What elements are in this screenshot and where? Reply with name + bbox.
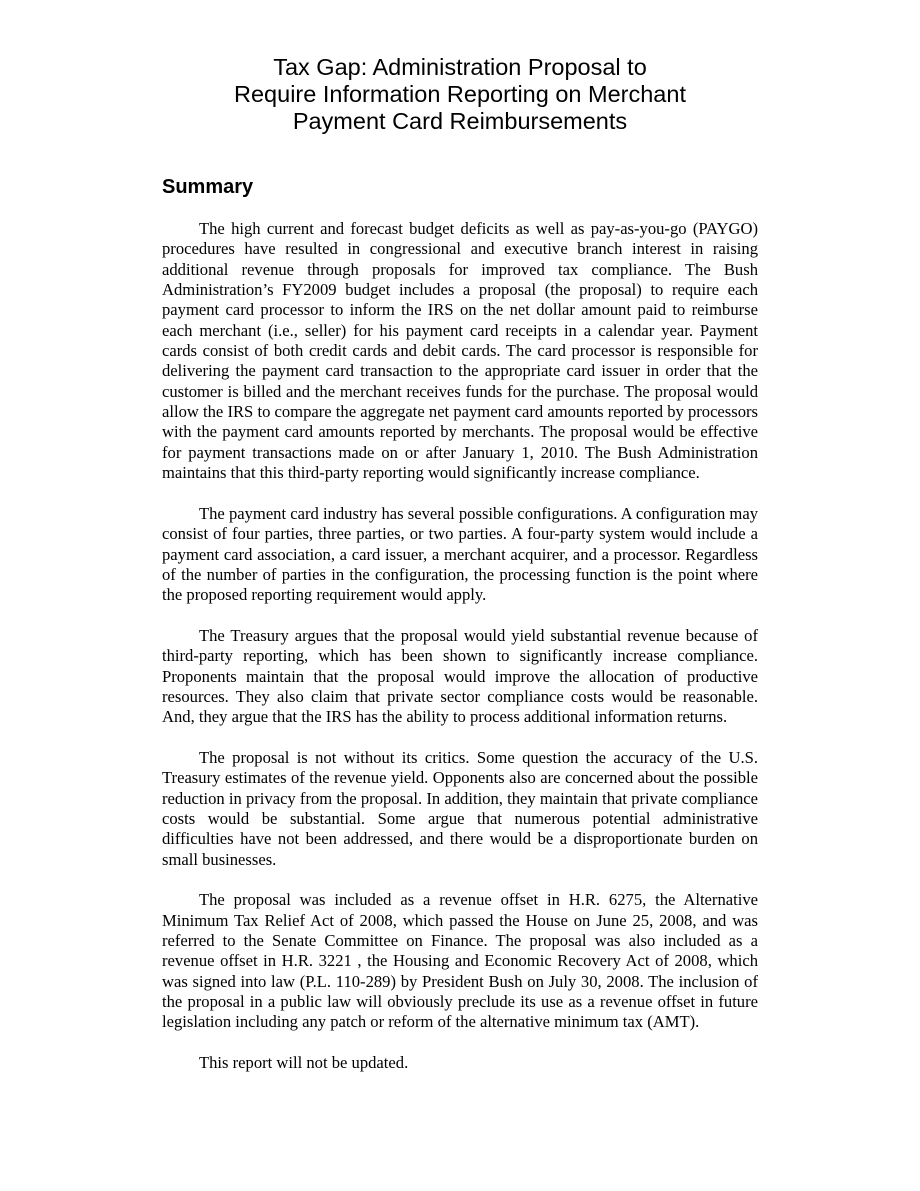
paragraph-4: The proposal is not without its critics. Some question the accuracy of the U.S. Treasury estimates of the revenue yield. Opponents also are concerned about the possible reduction in privacy from the proposal. In addition, they maintain that private compliance costs would be substantial. Some argue that numerous potential administrative difficulties have not been addressed, and there would be a disproportionate burden on small businesses. [162,747,758,869]
paragraph-3: The Treasury argues that the proposal would yield substantial revenue because of third-party reporting, which has been shown to significantly increase compliance. Proponents maintain that the proposal would improve the allocation of productive resources. They also claim that private sector compliance costs would be reasonable. And, they argue that the IRS has the ability to process additional information returns. [162,625,758,727]
title-line-3: Payment Card Reimbursements [292,108,628,134]
title-line-2: Require Information Reporting on Merchant [234,81,686,107]
title-line-1: Tax Gap: Administration Proposal to [273,54,647,80]
summary-heading: Summary [162,176,254,198]
paragraph-2: The payment card industry has several possible configurations. A configuration may consist of four parties, three parties, or two parties. A four-party system would include a payment card association, a card issuer, a merchant acquirer, and a processor. Regardless of the number of parties in the configuration, the processing function is the point where the proposed reporting requirement would apply. [162,503,758,605]
paragraph-5: The proposal was included as a revenue offset in H.R. 6275, the Alternative Minimum Tax Relief Act of 2008, which passed the House on June 25, 2008, and was referred to the Senate Committee on Finance. The proposal was also included as a revenue offset in H.R. 3221 , the Housing and Economic Recovery Act of 2008, which was signed into law (P.L. 110-289) by President Bush on July 30, 2008. The inclusion of the proposal in a public law will obviously preclude its use as a revenue offset in future legislation including any patch or reform of the alternative minimum tax (AMT). [162,890,758,1032]
paragraph-1: The high current and forecast budget deficits as well as pay-as-you-go (PAYGO) procedures have resulted in congressional and executive branch interest in raising additional revenue through proposals for improved tax compliance. The Bush Administration’s FY2009 budget includes a proposal (the proposal) to require each payment card processor to inform the IRS on the net dollar amount paid to reimburse each merchant (i.e., seller) for his payment card receipts in a calendar year. Payment cards consist of both credit cards and debit cards. The card processor is responsible for delivering the payment card transaction to the appropriate card issuer in order that the customer is billed and the merchant receives funds for the purchase. The proposal would allow the IRS to compare the aggregate net payment card amounts reported by processors with the payment card amounts reported by merchants. The proposal would be effective for payment transactions made on or after January 1, 2010. The Bush Administration maintains that this third-party reporting would significantly increase compliance. [162,219,758,483]
document-title [160,54,760,135]
summary-body [162,219,758,1073]
paragraph-6: This report will not be updated. [199,1053,409,1073]
